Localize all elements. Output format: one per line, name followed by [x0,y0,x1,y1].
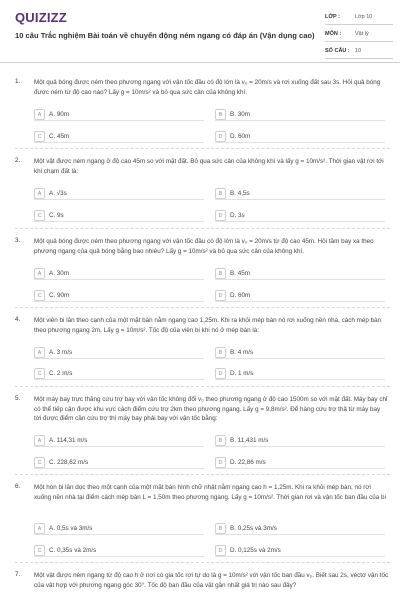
option-d[interactable] [215,368,385,380]
option-text: A. 3 m/s [49,349,73,356]
option-letter: B [215,188,226,199]
option-letter: A [34,109,45,120]
option-b[interactable] [215,523,385,535]
option-letter: B [215,109,226,120]
option-a[interactable] [34,188,204,200]
option-letter: B [215,347,226,358]
option-text: A. 30m [49,270,69,277]
option-letter: A [34,188,45,199]
option-text: B. 30m [230,111,250,118]
divider [15,562,390,563]
option-d[interactable] [215,290,385,302]
option-b[interactable] [215,268,385,280]
meta-key: LỚP : [325,14,340,20]
option-c[interactable] [34,545,204,557]
option-letter: B [215,435,226,446]
option-text: B. 4 m/s [230,349,254,356]
divider [15,228,390,229]
option-text: A. 90m [49,111,69,118]
meta-value: 10 [355,48,362,54]
option-text: C. 0,35s và 2m/s [49,547,97,554]
option-letter: D [215,368,226,379]
quizizz-logo: QUIZIZZ [15,10,67,25]
question-text: Một vật được ném ngang ở độ cao 45m so với mặt đất. Bỏ qua sức cản của không khí và lấy g = 10m/s². Thời gian vật rơi tới khi chạm đất là: [34,158,384,175]
meta-key: SỐ CÂU : [325,48,350,54]
question-number: 2. [15,157,21,164]
option-a[interactable] [34,523,204,535]
meta-value: Vật lý [355,31,369,37]
meta-row-class [325,10,393,25]
option-a[interactable] [34,268,204,280]
option-text: D. 60m [230,292,251,299]
option-letter: A [34,523,45,534]
option-letter: D [215,457,226,468]
option-text: B. 0,25s và 3m/s [230,525,277,532]
divider [15,386,390,387]
question-number: 6. [15,483,21,490]
option-text: D. 22,86 m/s [230,459,266,466]
option-text: A. 114,31 m/s [49,437,88,444]
option-c[interactable] [34,210,204,222]
question-number: 3. [15,237,21,244]
question-text: Một viên bi lăn theo cạnh của một mặt bàn nằm ngang cao 1,25m. Khi ra khỏi mép bàn nó rơi xuống nền nhà, cách mép bàn theo phương ngang 2m. Lấy g = 10m/s². Tốc độ của viên bi khi nó ở mép bàn là: [34,317,382,334]
option-text: C. 9s [49,212,64,219]
option-letter: C [34,131,45,142]
option-letter: A [34,435,45,446]
meta-panel [325,10,393,61]
option-c[interactable] [34,457,204,469]
option-text: D. 0,125s và 2m/s [230,547,281,554]
option-text: A. 0,5s và 3m/s [49,525,93,532]
page-header [0,0,400,63]
option-text: D. 3s [230,212,245,219]
question-number: 7. [15,571,21,578]
option-a[interactable] [34,109,204,121]
question-text: Một vật được ném ngang từ độ cao h ở nơi có gia tốc rơi tự do là g = 10m/s² với vận tốc ban đầu v₀. Biết sau 2s, véctơ vận tốc của vật hợp với phương ngang góc 30°. Tốc độ ban đầu của vật gần nhất giá trị nào sau đây? [34,572,389,589]
option-text: C. 2 m/s [49,370,73,377]
option-a[interactable] [34,435,204,447]
question-number: 4. [15,316,21,323]
option-letter: D [215,290,226,301]
question-text: Một quả bóng được ném theo phương ngang với vận tốc đầu có độ lớn là v₀ = 20m/s từ độ cao 45m. Hỏi tầm bay xa theo phương ngang của quả bóng bằng bao nhiêu? Lấy g = 10m/s² và bỏ qua sức cản của không khí. [34,238,374,255]
question-number: 1. [15,78,21,85]
option-d[interactable] [215,457,385,469]
option-d[interactable] [215,210,385,222]
option-b[interactable] [215,109,385,121]
option-text: D. 1 m/s [230,370,254,377]
option-b[interactable] [215,435,385,447]
option-text: B. 11,431 m/s [230,437,269,444]
option-letter: D [215,131,226,142]
option-text: A. √3s [49,190,67,197]
option-text: B. 4,5s [230,190,250,197]
option-text: C. 90m [49,292,70,299]
option-c[interactable] [34,131,204,143]
option-letter: D [215,210,226,221]
option-letter: C [34,210,45,221]
option-text: C. 228,62 m/s [49,459,89,466]
option-b[interactable] [215,188,385,200]
divider [15,148,390,149]
divider [15,307,390,308]
question-text: Một hòn bi lăn dọc theo một cạnh của một mặt bàn hình chữ nhật nằm ngang cao h = 1,25m. Khi ra khỏi mép bàn, nó rơi xuống nền nhà tại điểm cách mép bàn L = 1,50m theo phương ngang. Lấy g = 10m/s². Thời gian rơi và vận tốc ban đầu của bi [34,484,386,501]
option-letter: D [215,545,226,556]
meta-row-count [325,44,393,59]
option-letter: C [34,290,45,301]
option-b[interactable] [215,347,385,359]
option-text: D. 60m [230,133,251,140]
option-letter: C [34,545,45,556]
meta-value: Lớp 10 [355,14,373,20]
option-a[interactable] [34,347,204,359]
meta-key: MÔN : [325,31,342,37]
option-letter: B [215,268,226,279]
option-letter: C [34,368,45,379]
option-d[interactable] [215,131,385,143]
option-text: C. 45m [49,133,70,140]
question-number: 5. [15,395,21,402]
option-letter: A [34,268,45,279]
option-c[interactable] [34,290,204,302]
option-letter: C [34,457,45,468]
option-letter: A [34,347,45,358]
option-letter: B [215,523,226,534]
divider [15,474,390,475]
option-c[interactable] [34,368,204,380]
option-d[interactable] [215,545,385,557]
question-text: Một máy bay trực thăng cứu trợ bay với vận tốc không đổi v₀ theo phương ngang ở độ cao 1500m so với mặt đất. Máy bay chỉ có thể tiếp cận được khu vực cách điểm cứu trợ 2km theo phương ngang. Lấy g = 9,8m/s². Để hàng cứu trợ thả từ máy bay tới được điểm cần cứu trợ thì máy bay phải bay với vận tốc bằng: [34,396,388,422]
question-text: Một quả bóng được ném theo phương ngang với vận tốc đầu có độ lớn là v₀ = 20m/s và rơi xuống đất sau 3s. Hỏi quả bóng được ném từ độ cao nào? Lấy g = 10m/s² và bỏ qua sức cản của không khí. [34,79,381,96]
page-title: 10 câu Trắc nghiệm Bài toán về chuyển động ném ngang có đáp án (Vận dụng cao) [15,31,315,40]
meta-row-subject [325,27,393,42]
option-text: B. 45m [230,270,250,277]
